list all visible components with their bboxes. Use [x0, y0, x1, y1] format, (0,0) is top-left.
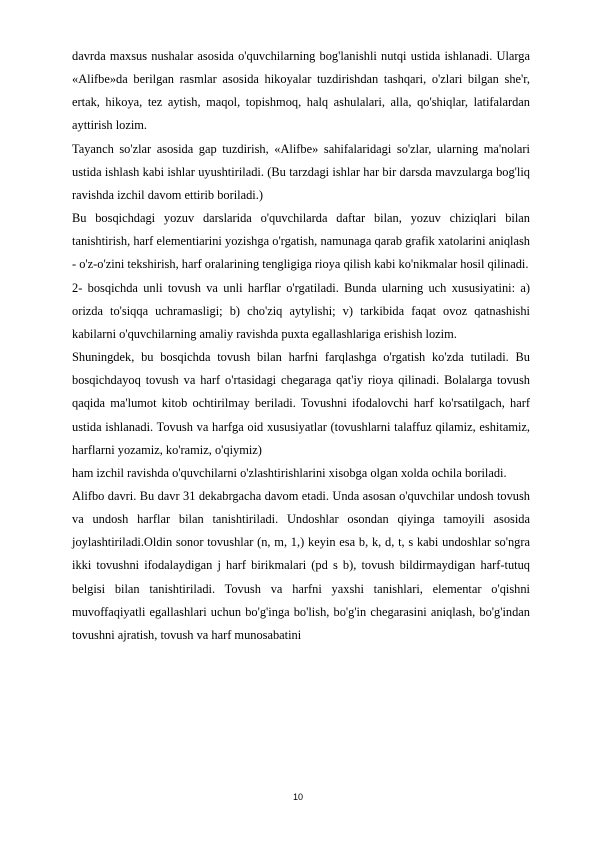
paragraph-5: Shuningdek, bu bosqichda tovush bilan harfni farqlashga o'rgatish ko'zda tutiladi. Bu bosqichdayoq tovush va harf o'rtasidagi chegaraga qat'iy rioya qilinadi. Bolalarga tovush qaqida ma'lumot kitob ochtirilmay beriladi. Tovushni ifodalovchi harf ko'rsatilgach, harf ustida ishlanadi. Tovush va harfga oid xususiyatlar (tovushlarni talaffuz qilamiz, eshitamiz, harflarni yozamiz, ko'ramiz, o'qiymiz)	[72, 350, 530, 457]
document-page	[72, 45, 530, 647]
paragraph-7: Alifbo davri. Bu davr 31 dekabrgacha davom etadi. Unda asosan o'quvchilar undosh tovush va undosh harflar bilan tanishtiriladi. Undoshlar osondan qiyinga tamoyili asosida joylashtiriladi.Oldin sonor tovushlar (n, m, 1,) keyin esa b, k, d, t, s kabi undoshlar so'ngra ikki tovushni ifodalaydigan j harf birikmalari (pd s b), tovush bildirmaydigan harf-tutuq belgisi bilan tanishtiriladi. Tovush va harfni yaxshi tanishlari, elementar o'qishni muvoffaqiyatli egallashlari uchun bo'g'inga bo'lish, bo'g'in chegarasini aniqlash, bo'g'indan tovushni ajratish, tovush va harf munosabatini	[72, 488, 530, 642]
page-number: 10	[292, 792, 303, 802]
paragraph-1: davrda maxsus nushalar asosida o'quvchilarning bog'lanishli nutqi ustida ishlanadi. Ularga «Alifbe»da berilgan rasmlar asosida hikoyalar tuzdirishdan tashqari, o'zlari bilgan she'r, ertak, hikoya, tez aytish, maqol, topishmoq, halq ashulalari, alla, qo'shiqlar, latifalardan ayttirish lozim.	[72, 49, 530, 133]
paragraph-2: Tayanch so'zlar asosida gap tuzdirish, «Alifbe» sahifalaridagi so'zlar, ularning ma'nolari ustida ishlash kabi ishlar uyushtiriladi. (Bu tarzdagi ishlar har bir darsda mavzularga bog'liq ravishda izchil davom ettirib boriladi.)	[72, 141, 530, 202]
paragraph-4: 2- bosqichda unli tovush va unli harflar o'rgatiladi. Bunda ularning uch xususiyatini: a) orizda to'siqqa uchramasligi; b) cho'ziq aytylishi; v) tarkibida faqat ovoz qatnashishi kabilarni o'quvchilarning amaliy ravishda puxta egallashlariga erishish lozim.	[72, 280, 530, 341]
paragraph-3: Bu bosqichdagi yozuv darslarida o'quvchilarda daftar bilan, yozuv chiziqlari bilan tanishtirish, harf elementiarini yozishga o'rgatish, namunaga qarab grafik xatolarini aniqlash - o'z-o'zini tekshirish, harf oralarining tengligiga rioya qilish kabi ko'nikmalar hosil qilinadi.	[72, 211, 530, 272]
paragraph-6: ham izchil ravishda o'quvchilarni o'zlashtirishlarini xisobga olgan xolda ochila boriladi.	[72, 465, 507, 480]
